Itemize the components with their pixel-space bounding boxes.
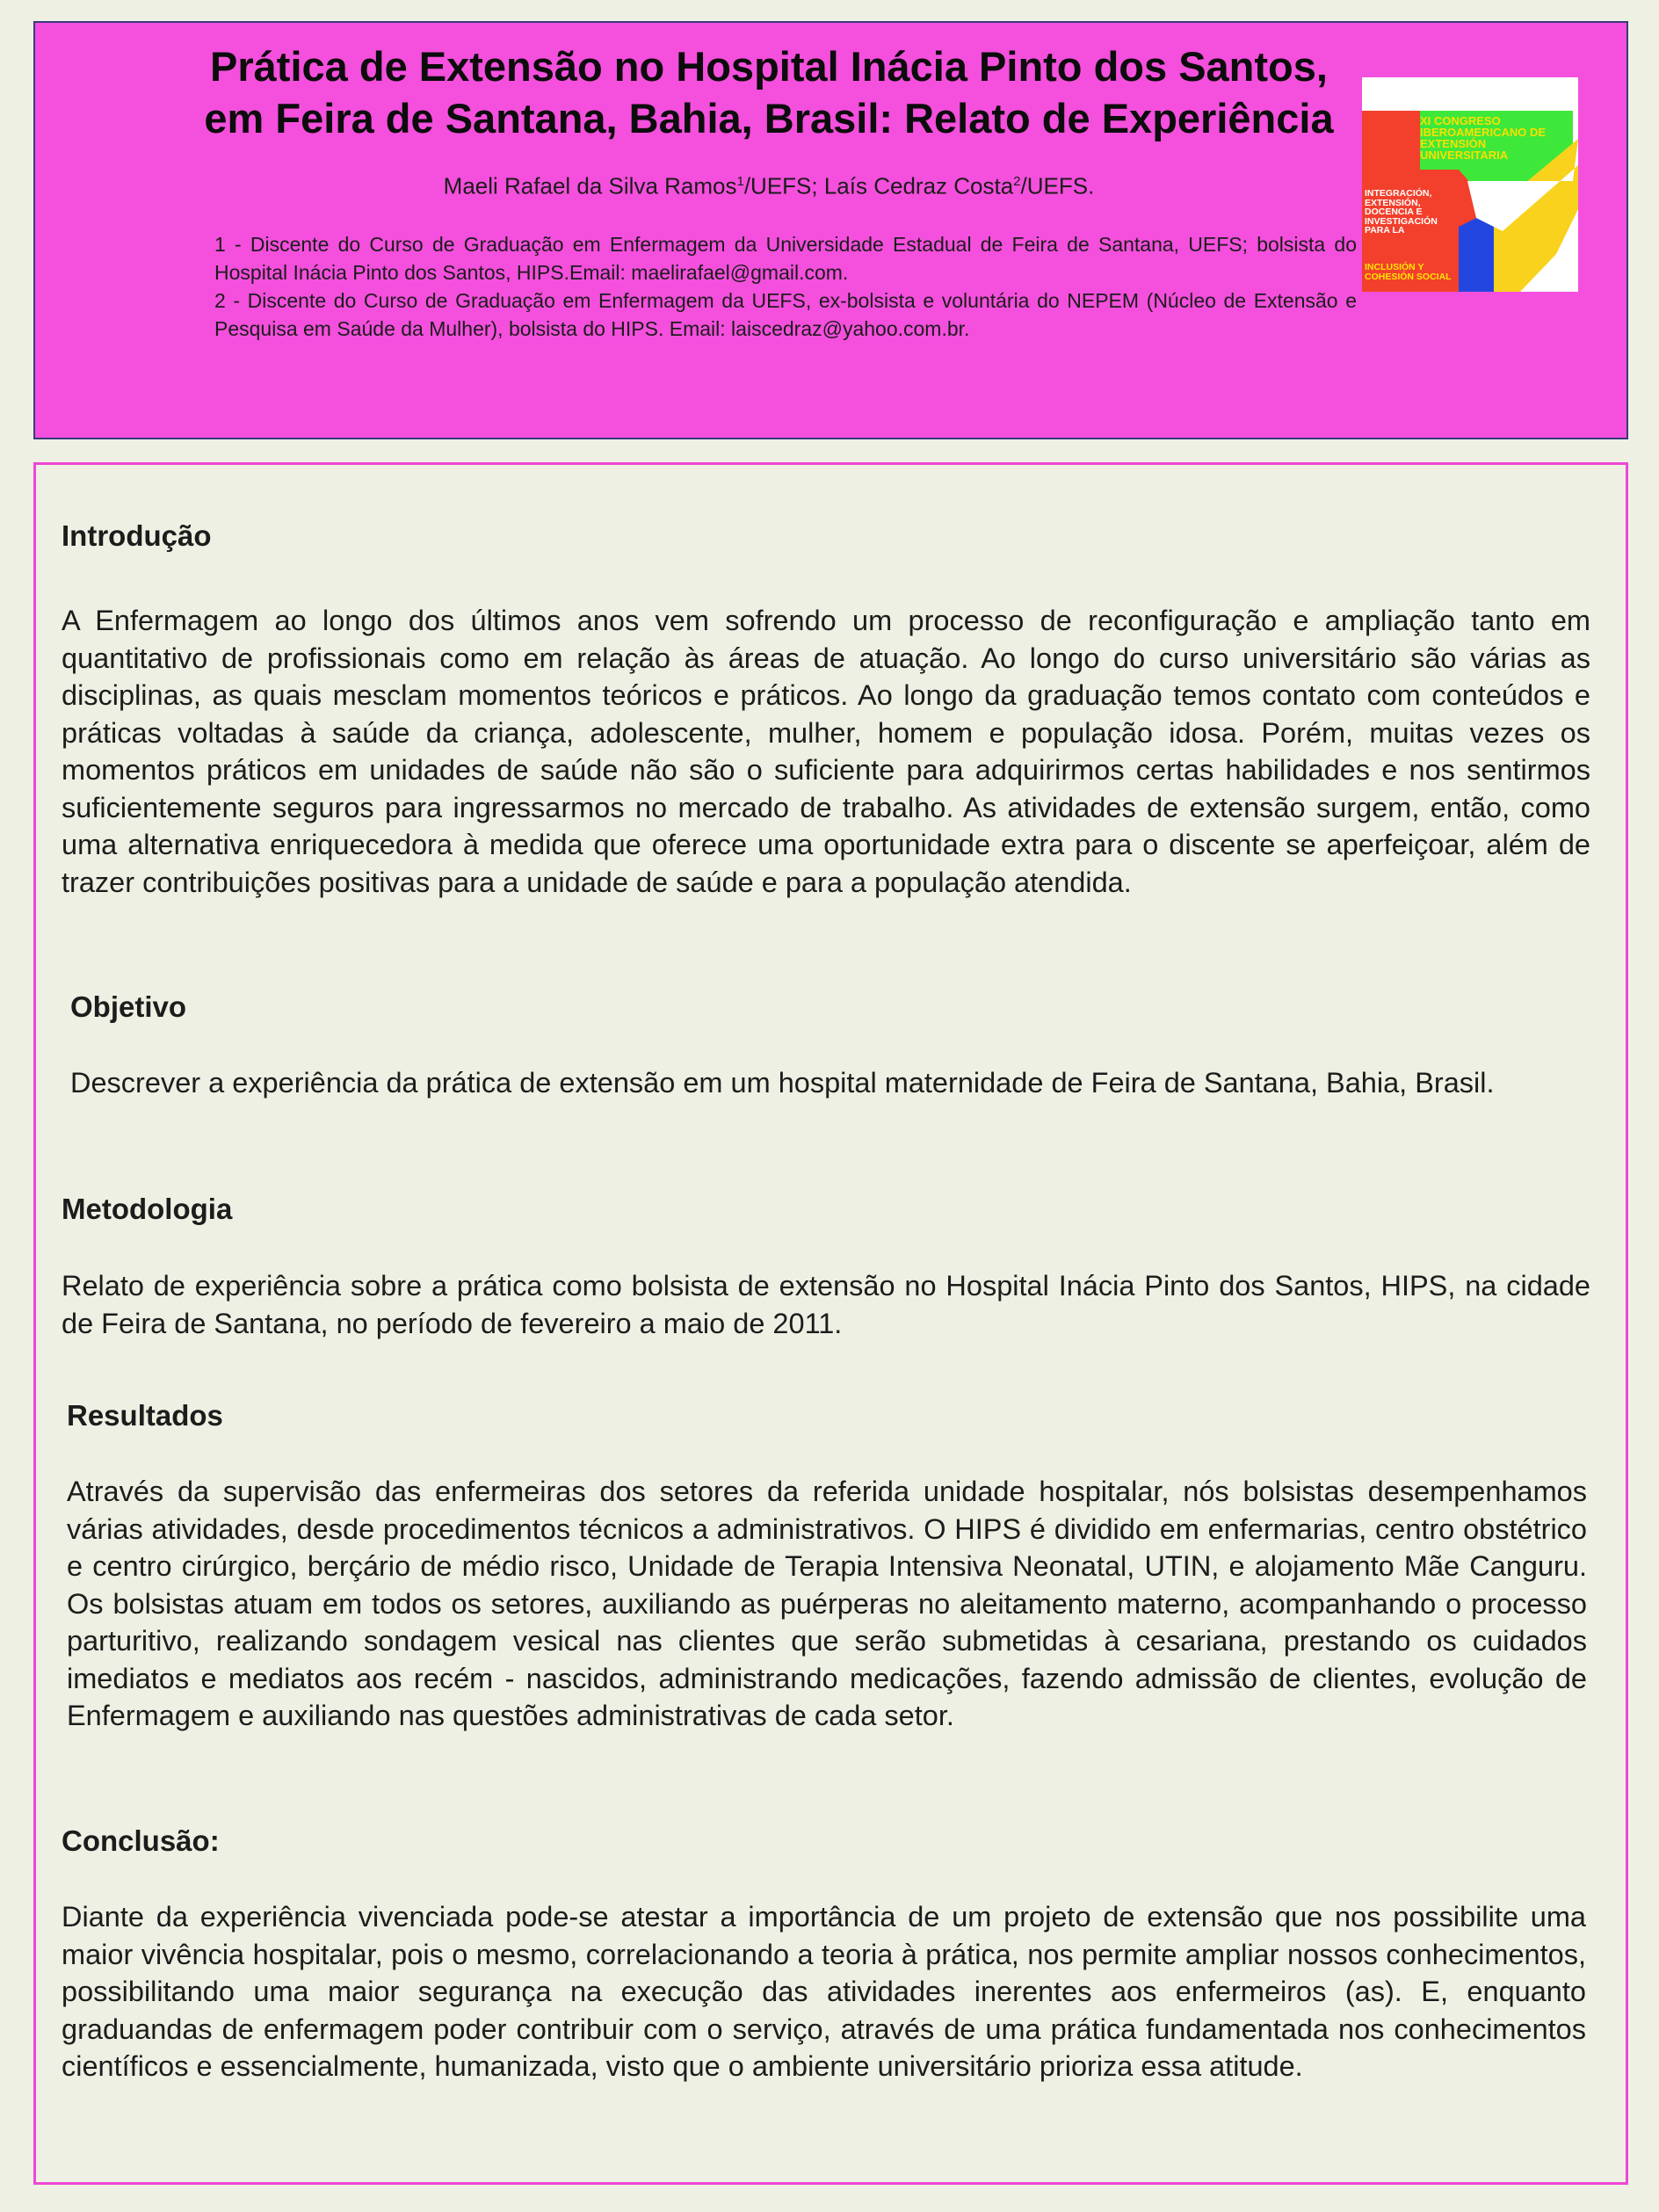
section-title-conclusion: Conclusão: <box>62 1824 220 1857</box>
author-1-sup: 1 <box>736 174 744 189</box>
title-line-1: Prática de Extensão no Hospital Inácia Pinto dos Santos, <box>210 43 1328 90</box>
logo-congress-name: XI CONGRESO IBEROAMERICANO DE EXTENSIÓN UNIVERSITARIA <box>1420 114 1547 162</box>
section-title-results: Resultados <box>67 1399 223 1432</box>
logo-tagline: INTEGRACIÓN, EXTENSIÓN, DOCENCIA E INVESTIGACIÓN PARA LA <box>1365 188 1438 236</box>
section-body-results: Através da supervisão das enfermeiras dos setores da referida unidade hospitalar, nós bolsistas desempenhamos várias atividades, desde procedimentos técnicos a administrativos. O HIPS é dividido em enfermarias, centro obstétrico e centro cirúrgico, berçário de médio risco, Unidade de Terapia Intensiva Neonatal, UTIN, e alojamento Mãe Canguru. Os bolsistas atuam em todos os setores, auxiliando as puérperas no aleitamento materno, acompanhando o processo parturitivo, realizando sondagem vesical nas clientes que serão submetidas à cesariana, prestando os cuidados imediatos e mediatos aos recém - nascidos, administrando medicações, fazendo admissão de clientes, evolução de Enfermagem e auxiliando nas questões administrativas de cada setor. <box>67 1476 1587 1731</box>
author-affil-1: /UEFS; Laís Cedraz Costa <box>743 172 1014 199</box>
section-body-conclusion: Diante da experiência vivenciada pode-se atestar a importância de um projeto de extensão que nos possibilite uma maior vivência hospitalar, pois o mesmo, correlacionando a teoria à prática, nos permite ampliar nossos conhecimentos, possibilitando uma maior segurança na execução das atividades inerentes aos enfermeiros (as). E, enquanto graduandas de enfermagem poder contribuir com o serviço, através de uma prática fundamentada nos conhecimentos científicos e essencialmente, humanizada, visto que o ambiente universitário prioriza essa atitude. <box>62 1901 1586 2082</box>
logo-red-top <box>1362 111 1420 170</box>
section-title-methodology: Metodologia <box>62 1193 233 1225</box>
affiliation-2: 2 - Discente do Curso de Graduação em Enfermagem da UEFS, ex-bolsista e voluntária do NEPEM (Núcleo de Extensão e Pesquisa em Saúde da Mulher), bolsista do HIPS. Email: laiscedraz@yahoo.com.br. <box>214 289 1357 340</box>
section-body-methodology: Relato de experiência sobre a prática como bolsista de extensão no Hospital Inácia Pinto dos Santos, HIPS, na cidade de Feira de Santana, no período de fevereiro a maio de 2011. <box>62 1270 1590 1339</box>
section-body-introduction: A Enfermagem ao longo dos últimos anos vem sofrendo um processo de reconfiguração e ampliação tanto em quantitativo de profissionais como em relação às áreas de atuação. Ao longo do curso universitário são várias as disciplinas, as quais mesclam momentos teóricos e práticos. Ao longo da graduação temos contato com conteúdos e práticas voltadas à saúde da criança, adolescente, mulher, homem e população idosa. Porém, muitas vezes os momentos práticos em unidades de saúde não são o suficiente para adquirirmos certas habilidades e nos sentirmos suficientemente seguros para ingressarmos no mercado de trabalho. As atividades de extensão surgem, então, como uma alternativa enriquecedora à medida que oferece uma oportunidade extra para o discente se aperfeiçoar, além de trazer contribuições positivas para a unidade de saúde e para a população atendida. <box>62 605 1590 898</box>
congress-logo-graphic <box>1362 77 1578 292</box>
poster-title <box>158 40 1380 144</box>
section-body-objective: Descrever a experiência da prática de extensão em um hospital maternidade de Feira de Santana, Bahia, Brasil. <box>70 1067 1495 1099</box>
affiliation-1: 1 - Discente do Curso de Graduação em Enfermagem da Universidade Estadual de Feira de Santana, UEFS; bolsista do Hospital Inácia Pinto dos Santos, HIPS.Email: maelirafael@gmail.com. <box>214 233 1357 284</box>
author-2-sup: 2 <box>1013 174 1021 189</box>
title-line-2: em Feira de Santana, Bahia, Brasil: Relato de Experiência <box>204 95 1334 141</box>
logo-tagline-highlight: INCLUSIÓN Y COHESIÓN SOCIAL <box>1365 262 1452 282</box>
section-title-objective: Objetivo <box>70 990 187 1023</box>
author-1-name: Maeli Rafael da Silva Ramos <box>443 172 737 199</box>
author-affil-2: /UEFS. <box>1020 172 1095 199</box>
authors-line <box>158 167 1380 201</box>
congress-logo <box>1362 77 1578 292</box>
section-title-introduction: Introdução <box>62 519 212 552</box>
